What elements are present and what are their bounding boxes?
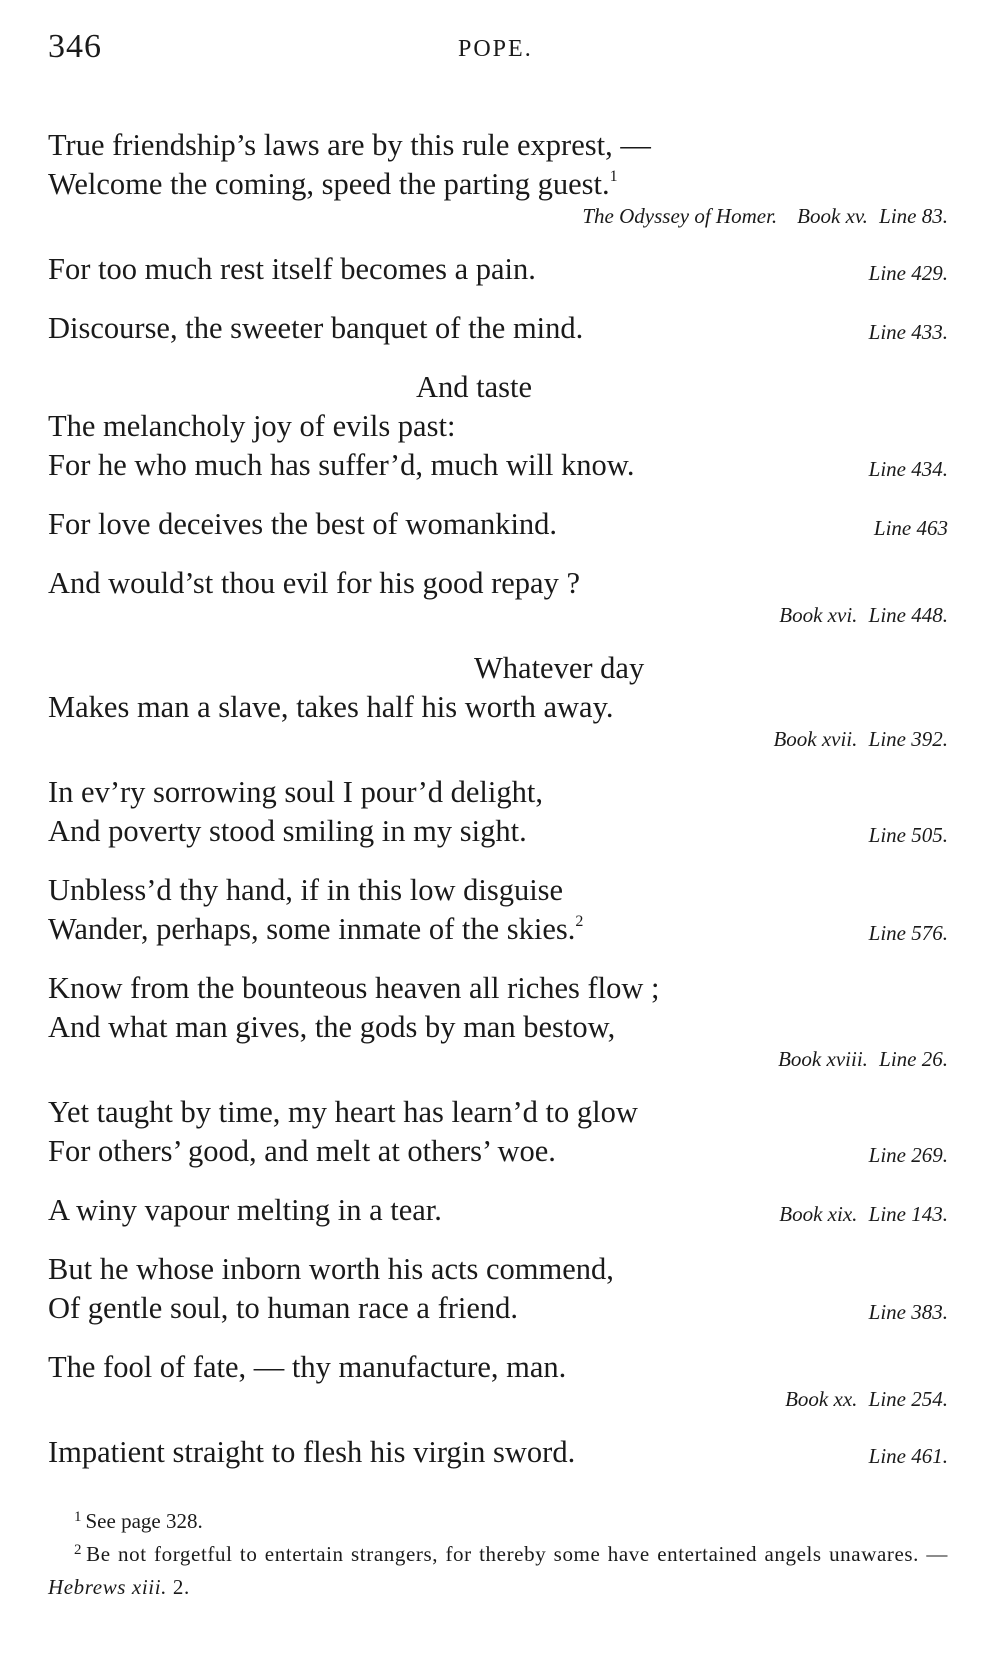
verse-text: Wander, perhaps, some inmate of the skies. (48, 912, 576, 946)
footnote-source: Hebrews xiii. (48, 1575, 168, 1599)
citation-line: Line 463 (873, 516, 948, 540)
quotation (48, 126, 948, 230)
verse-line: Of gentle soul, to human race a friend. (48, 1291, 519, 1325)
quotation (48, 309, 948, 348)
quotations (48, 126, 948, 1472)
citation-book: Book xx. (785, 1387, 858, 1411)
quotation (48, 564, 948, 629)
footnotes (48, 1506, 948, 1602)
quotation (48, 871, 948, 949)
footnote-ref[interactable]: 2 (575, 912, 584, 930)
verse-line: But he whose inborn worth his acts commend, (48, 1252, 614, 1286)
citation-line: Line 461. (868, 1444, 948, 1468)
citation-line: Line 392. (868, 727, 948, 751)
quotation (48, 1250, 948, 1328)
verse-line: A winy vapour melting in a tear. (48, 1193, 442, 1227)
quotation (48, 1191, 948, 1230)
citation-line: Line 429. (868, 261, 948, 285)
quotation (48, 969, 948, 1073)
citation-line: Line 576. (868, 921, 948, 945)
quotation (48, 505, 948, 544)
quotation (48, 773, 948, 851)
verse-line: Know from the bounteous heaven all riches flow ; (48, 971, 660, 1005)
verse-line: The melancholy joy of evils past: (48, 409, 456, 443)
citation-book: Book xvi. (779, 603, 858, 627)
citation-work: The Odyssey of Homer. (582, 204, 778, 228)
verse-line: For love deceives the best of womankind. (48, 507, 558, 541)
citation-line: Line 433. (868, 320, 948, 344)
footnote (48, 1506, 948, 1539)
footnote-source-ref: 2. (172, 1575, 190, 1599)
footnote-mark: 2 (74, 1542, 83, 1558)
verse-line: True friendship’s laws are by this rule exprest, — (48, 128, 651, 162)
quotation (48, 1433, 948, 1472)
citation-book: Book xix. (779, 1202, 858, 1226)
verse-line (48, 910, 948, 949)
verse-line: For he who much has suffer’d, much will know. (48, 448, 635, 482)
footnote-mark: 1 (74, 1509, 82, 1525)
running-title: POPE. (458, 36, 533, 62)
verse-line: Unbless’d thy hand, if in this low disguise (48, 873, 564, 907)
book-page (48, 28, 948, 1602)
quotation (48, 649, 948, 753)
verse-line: Discourse, the sweeter banquet of the mind. (48, 311, 584, 345)
citation (48, 725, 948, 753)
verse-line: And poverty stood smiling in my sight. (48, 814, 527, 848)
citation (48, 1385, 948, 1413)
citation-book: Book xvii. (773, 727, 858, 751)
verse-line: And would’st thou evil for his good repay ? (48, 566, 580, 600)
quotation (48, 1093, 948, 1171)
citation-line: Line 26. (879, 1047, 948, 1071)
citation-line: Line 143. (868, 1202, 948, 1226)
footnote-text: Be not forgetful to entertain strangers, for thereby some have entertained angels unawares. — (86, 1542, 948, 1566)
verse-line: For too much rest itself becomes a pain. (48, 252, 536, 286)
citation-book: Book xv. (797, 204, 868, 228)
verse-line (48, 165, 948, 204)
citation (48, 1045, 948, 1073)
quotation (48, 1348, 948, 1413)
footnote (48, 1539, 948, 1602)
verse-line: Impatient straight to flesh his virgin sword. (48, 1435, 576, 1469)
verse-line: Makes man a slave, takes half his worth away. (48, 690, 614, 724)
citation-line: Line 383. (868, 1300, 948, 1324)
verse-line: And taste (416, 370, 533, 404)
page-number: 346 (48, 28, 102, 65)
citation-line: Line 434. (868, 457, 948, 481)
citation-line: Line 269. (868, 1143, 948, 1167)
citation (779, 1200, 948, 1228)
footnote-ref[interactable]: 1 (609, 167, 618, 185)
verse-text: Welcome the coming, speed the parting guest. (48, 167, 610, 201)
verse-line: And what man gives, the gods by man bestow, (48, 1010, 616, 1044)
citation (48, 202, 948, 230)
citation-line: Line 505. (868, 823, 948, 847)
citation (48, 601, 948, 629)
footnote-text: See page 328. (85, 1509, 203, 1533)
citation-line: Line 83. (879, 204, 948, 228)
citation-line: Line 254. (868, 1387, 948, 1411)
page-header (48, 28, 948, 80)
citation-book: Book xviii. (778, 1047, 868, 1071)
verse-line: The fool of fate, — thy manufacture, man. (48, 1350, 567, 1384)
verse-line: In ev’ry sorrowing soul I pour’d delight, (48, 775, 543, 809)
verse-line: Whatever day (474, 651, 645, 685)
verse-line: Yet taught by time, my heart has learn’d to glow (48, 1095, 638, 1129)
quotation (48, 250, 948, 289)
quotation (48, 368, 948, 485)
verse-line: For others’ good, and melt at others’ woe. (48, 1134, 556, 1168)
citation-line: Line 448. (868, 603, 948, 627)
